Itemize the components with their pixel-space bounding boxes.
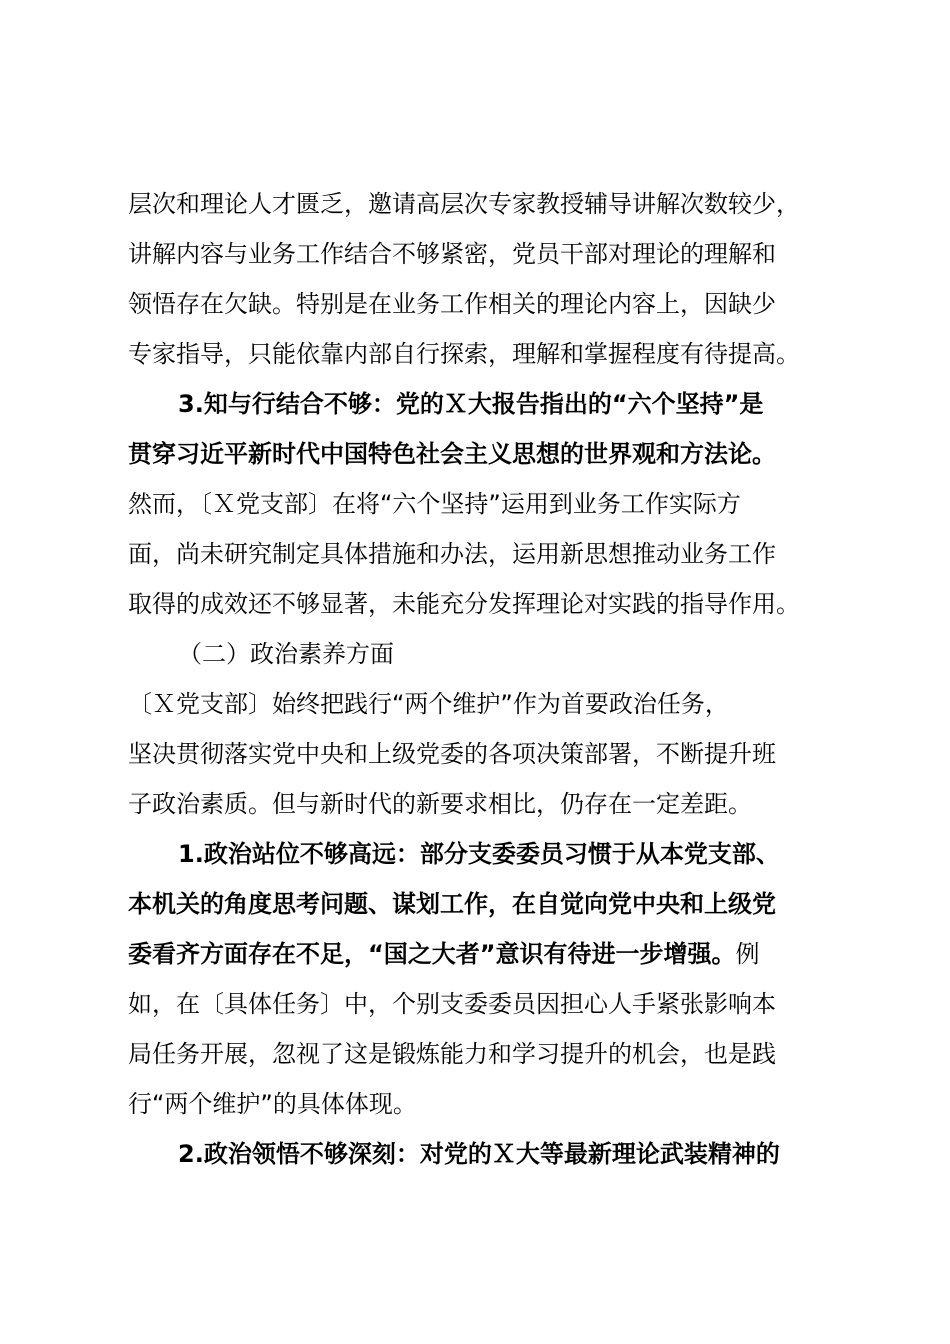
body-text-line: 如，在〔具体任务〕中，个别支委委员因担心人手紧张影响本 — [128, 990, 776, 1018]
mixed-text-line — [128, 929, 760, 979]
point-heading-line: 贯穿习近平新时代中国特色社会主义思想的世界观和方法论。 — [128, 440, 776, 468]
body-text-line: 面，尚未研究制定具体措施和办法，运用新思想推动业务工作 — [128, 540, 776, 568]
body-text-line: 讲解内容与业务工作结合不够紧密，党员干部对理论的理解和 — [128, 240, 776, 268]
point-heading-line: 3.知与行结合不够：党的Ｘ大报告指出的“六个坚持”是 — [178, 390, 764, 418]
body-text-line: 〔Ｘ党支部〕始终把践行“两个维护”作为首要政治任务， — [128, 690, 729, 718]
body-text-line: 专家指导，只能依靠内部自行探索，理解和掌握程度有待提高。 — [128, 340, 800, 368]
point-heading-line: 2.政治领悟不够深刻：对党的Ｘ大等最新理论武装精神的 — [178, 1140, 780, 1168]
body-text-line: 然而，〔Ｘ党支部〕在将“六个坚持”运用到业务工作实际方 — [128, 490, 741, 518]
body-text-line: 领悟存在欠缺。特别是在业务工作相关的理论内容上，因缺少 — [128, 290, 776, 318]
point-heading-text: 委看齐方面存在不足，“国之大者”意识有待进一步增强。 — [128, 940, 736, 968]
body-text-tail: 例 — [735, 940, 760, 968]
point-heading-line: 1.政治站位不够高远：部分支委委员习惯于从本党支部、 — [178, 840, 780, 868]
body-text-line: 行“两个维护”的具体体现。 — [128, 1090, 417, 1118]
body-text-line: 取得的成效还不够显著，未能充分发挥理论对实践的指导作用。 — [128, 590, 800, 618]
body-text-line: 子政治素质。但与新时代的新要求相比，仍存在一定差距。 — [128, 790, 752, 818]
body-text-line: 层次和理论人才匮乏，邀请高层次专家教授辅导讲解次数较少， — [128, 190, 800, 218]
body-text-line: 坚决贯彻落实党中央和上级党委的各项决策部署，不断提升班 — [128, 740, 776, 768]
section-heading: （二）政治素养方面 — [178, 640, 394, 668]
body-text-line: 局任务开展，忽视了这是锻炼能力和学习提升的机会，也是践 — [128, 1040, 776, 1068]
point-heading-line: 本机关的角度思考问题、谋划工作，在自觉向党中央和上级党 — [128, 890, 776, 918]
